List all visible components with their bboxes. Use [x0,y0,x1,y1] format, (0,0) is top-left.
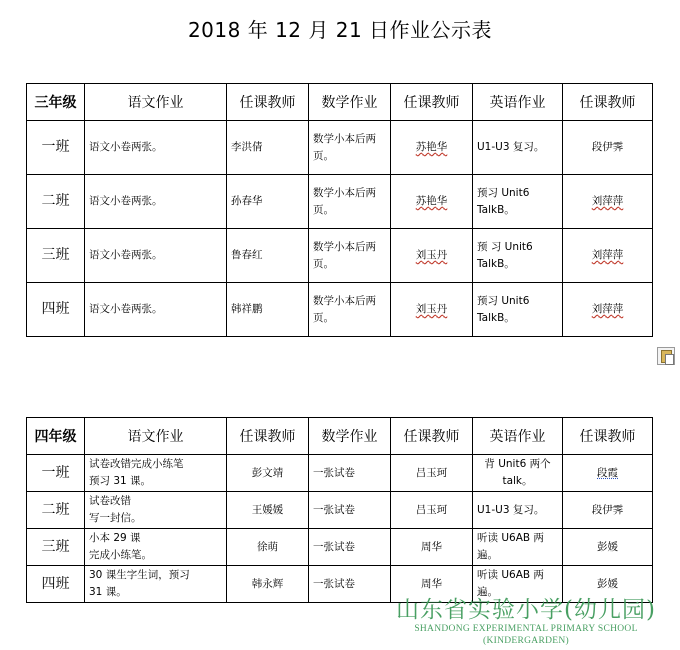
math-teacher: 苏艳华 [391,121,473,175]
math-teacher: 吕玉珂 [391,492,473,529]
chinese-homework: 30 课生字生词，预习 31 课。 [85,566,227,603]
page-title: 2018 年 12 月 21 日作业公示表 [187,18,493,42]
header-chinese: 语文作业 [85,84,227,121]
header-teacher: 任课教师 [227,418,309,455]
chinese-homework: 小本 29 课 完成小练笔。 [85,529,227,566]
chinese-teacher: 韩祥鹏 [227,283,309,337]
table-row [27,229,653,283]
grade-label: 三年级 [27,84,85,121]
grade4-homework-table [26,417,653,603]
english-homework: U1-U3 复习。 [473,121,563,175]
header-teacher: 任课教师 [563,418,653,455]
header-english: 英语作业 [473,84,563,121]
table-row [27,121,653,175]
header-chinese: 语文作业 [85,418,227,455]
english-homework: U1-U3 复习。 [473,492,563,529]
english-teacher: 段霞 [563,455,653,492]
table-header-row [27,84,653,121]
math-homework: 一张试卷 [309,529,391,566]
chinese-homework: 试卷改错 写一封信。 [85,492,227,529]
header-english: 英语作业 [473,418,563,455]
english-teacher: 刘萍萍 [563,229,653,283]
english-homework: 预习 Unit6 TalkB。 [473,175,563,229]
header-teacher: 任课教师 [391,418,473,455]
header-teacher: 任课教师 [391,84,473,121]
english-homework: 听读 U6AB 两遍。 [473,566,563,603]
chinese-homework: 语文小卷两张。 [85,229,227,283]
english-homework: 预 习 Unit6 TalkB。 [473,229,563,283]
math-homework: 一张试卷 [309,492,391,529]
chinese-teacher: 韩永辉 [227,566,309,603]
english-homework: 预习 Unit6 TalkB。 [473,283,563,337]
math-teacher: 周华 [391,529,473,566]
class-name: 一班 [27,455,85,492]
chinese-teacher: 王媛媛 [227,492,309,529]
chinese-teacher: 李洪倩 [227,121,309,175]
chinese-homework: 试卷改错完成小练笔 预习 31 课。 [85,455,227,492]
math-teacher: 苏艳华 [391,175,473,229]
table-row [27,283,653,337]
math-teacher: 吕玉珂 [391,455,473,492]
table-row [27,455,653,492]
school-watermark [376,597,676,647]
english-teacher: 刘萍萍 [563,175,653,229]
grade-label: 四年级 [27,418,85,455]
chinese-homework: 语文小卷两张。 [85,283,227,337]
watermark-chinese: 山东省实验小学(幼儿园) [396,597,656,623]
header-math: 数学作业 [309,418,391,455]
grade3-homework-table [26,83,653,337]
math-teacher: 刘玉丹 [391,229,473,283]
math-teacher: 刘玉丹 [391,283,473,337]
math-teacher: 周华 [391,566,473,603]
math-homework: 数学小本后两页。 [309,175,391,229]
chinese-teacher: 鲁春红 [227,229,309,283]
class-name: 四班 [27,566,85,603]
class-name: 一班 [27,121,85,175]
header-math: 数学作业 [309,84,391,121]
class-name: 三班 [27,229,85,283]
watermark-english: SHANDONG EXPERIMENTAL PRIMARY SCHOOL (KINDERGARDEN) [414,624,638,646]
math-homework: 数学小本后两页。 [309,121,391,175]
english-homework: 听读 U6AB 两遍。 [473,529,563,566]
english-teacher: 彭媛 [563,529,653,566]
header-teacher: 任课教师 [227,84,309,121]
english-teacher: 段伊霁 [563,121,653,175]
english-teacher: 段伊霁 [563,492,653,529]
math-homework: 数学小本后两页。 [309,283,391,337]
table-row [27,175,653,229]
header-teacher: 任课教师 [563,84,653,121]
chinese-teacher: 孙春华 [227,175,309,229]
english-teacher: 彭媛 [563,566,653,603]
class-name: 四班 [27,283,85,337]
english-teacher: 刘萍萍 [563,283,653,337]
math-homework: 一张试卷 [309,455,391,492]
class-name: 三班 [27,529,85,566]
chinese-homework: 语文小卷两张。 [85,175,227,229]
table-row [27,529,653,566]
class-name: 二班 [27,175,85,229]
english-homework: 背 Unit6 两个 talk。 [473,455,563,492]
paste-options-icon[interactable] [657,347,675,365]
table-row [27,492,653,529]
chinese-homework: 语文小卷两张。 [85,121,227,175]
table-header-row [27,418,653,455]
chinese-teacher: 彭文靖 [227,455,309,492]
class-name: 二班 [27,492,85,529]
math-homework: 数学小本后两页。 [309,229,391,283]
math-homework: 一张试卷 [309,566,391,603]
chinese-teacher: 徐萌 [227,529,309,566]
